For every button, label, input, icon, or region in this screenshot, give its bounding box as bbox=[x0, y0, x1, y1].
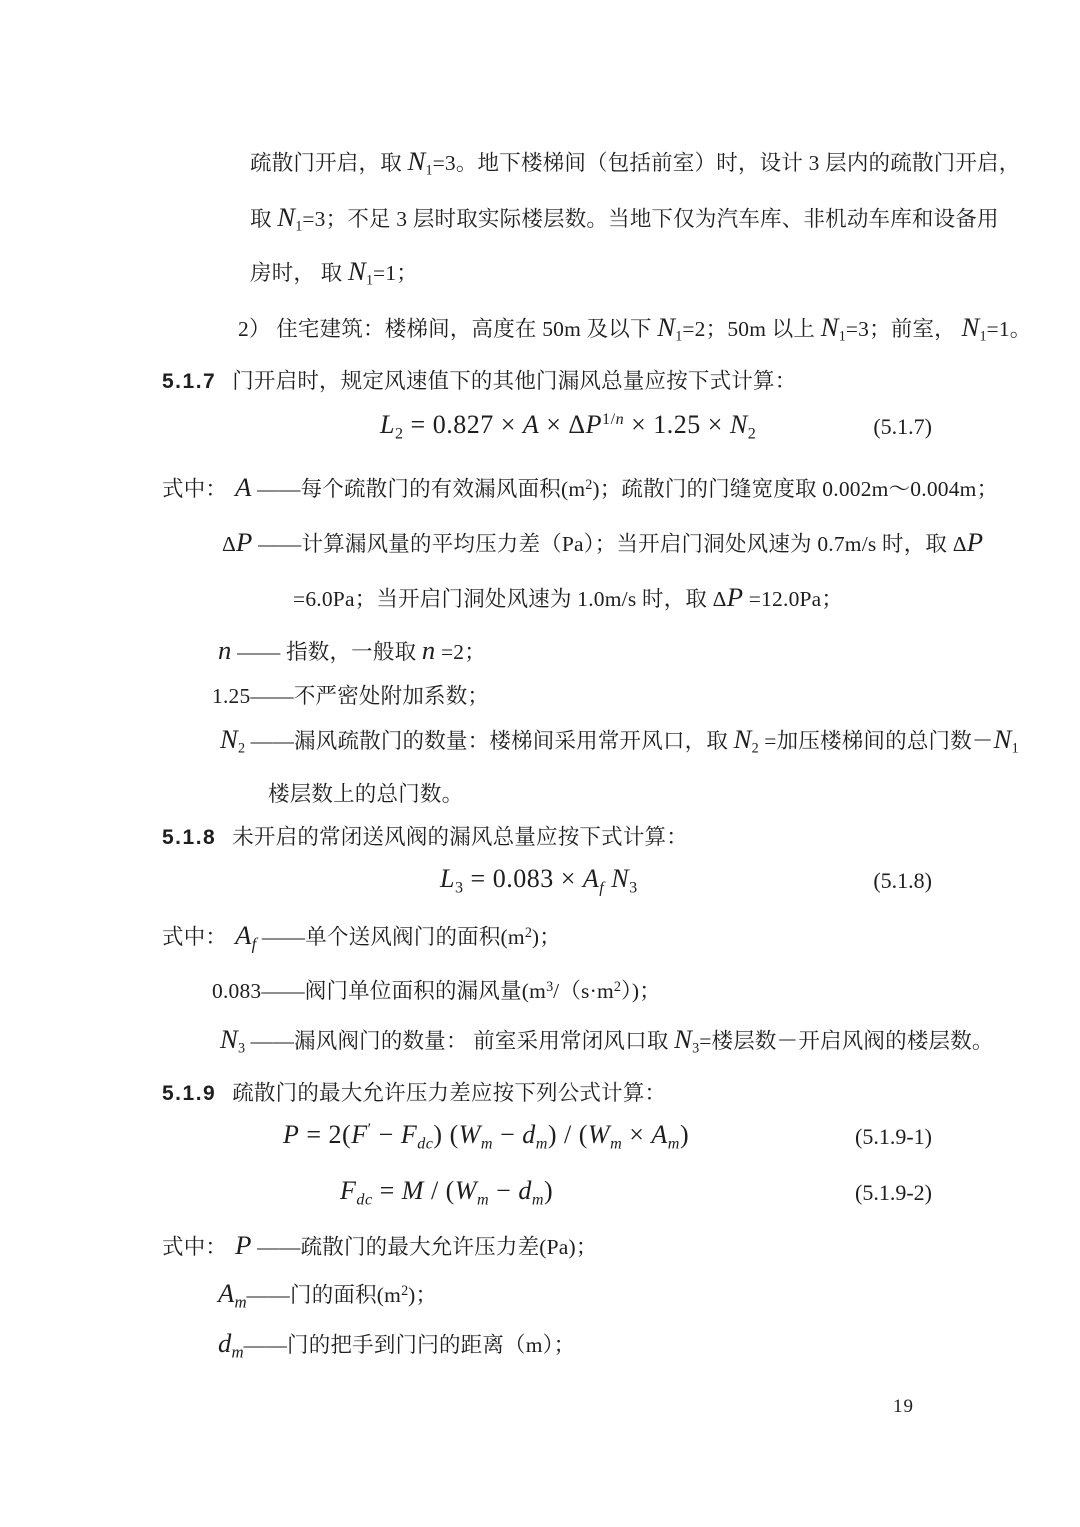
where-clause-5-1-8 bbox=[162, 922, 561, 957]
formula-5-1-7: $L_2 = 0.827 \times A \times \Delta P^{1/n} \times 1.25 \times N_2$ bbox=[380, 410, 757, 443]
section-heading-5-1-8 bbox=[162, 822, 688, 853]
formula-5-1-9-1: $P = 2(F' - F_{dc})$ $(W_m - d_m) / (W_m \times A_m)$ bbox=[283, 1120, 690, 1153]
definition-N2-line-2: 楼层数上的总门数。 bbox=[268, 782, 464, 806]
formula-row-5-1-8 bbox=[0, 864, 1080, 912]
section-heading-5-1-9 bbox=[162, 1078, 666, 1109]
section-title: 未开启的常闭送风阀的漏风总量应按下式计算： bbox=[232, 825, 688, 849]
definition-Af: $A_f$ ——单个送风阀门的面积$(m^2)$； bbox=[235, 920, 561, 954]
formula-5-1-8: $L_3 = 0.083 \times A_f$ $N_3$ bbox=[440, 864, 638, 897]
definition-deltaP-line-2: =6.0Pa；当开启门洞处风速为 1.0m/s 时，取 ΔP =12.0Pa； bbox=[293, 582, 844, 612]
section-number: 5.1.7 bbox=[162, 370, 217, 393]
paragraph-line-1: 疏散门开启，取 $N_1=3$。地下楼梯间（包括前室）时，设计 3 层内的疏散门开启， bbox=[250, 146, 1021, 179]
definition-A: A ——每个疏散门的有效漏风面积$(m^2)$；疏散门的门缝宽度取 0.002m～0.004m； bbox=[235, 472, 999, 502]
where-clause-5-1-9 bbox=[162, 1232, 598, 1263]
equation-label-5-1-9-1: (5.1.9-1) bbox=[855, 1124, 932, 1149]
definition-N2-line-1: $N_2$ ——漏风疏散门的数量：楼梯间采用常开风口，取 $N_2$ =加压楼梯间的总门数$-N_1$ bbox=[220, 724, 1019, 757]
formula-row-5-1-7 bbox=[0, 410, 1080, 458]
paragraph-line-2: 取 $N_1=3$；不足 3 层时取实际楼层数。当地下仅为汽车库、非机动车库和设备用 bbox=[250, 202, 999, 235]
where-label: 式中： bbox=[162, 1235, 228, 1259]
definition-n: n —— 指数，一般取 n =2； bbox=[218, 635, 486, 665]
paragraph-line-3: 房时， 取 $N_1=1$； bbox=[250, 256, 419, 289]
definition-Am: $A_m——$门的面积$(m^2)$； bbox=[218, 1278, 438, 1312]
section-heading-5-1-7 bbox=[162, 366, 796, 397]
definition-N3: $N_3$ ——漏风阀门的数量： 前室采用常闭风口取 $N_3=$楼层数－开启风阀的楼层数。 bbox=[220, 1024, 994, 1057]
where-clause-5-1-7 bbox=[162, 474, 998, 505]
list-item-2: 2） 住宅建筑：楼梯间，高度在 50m 及以下 $N_1=2$；50m 以上 $N_1=3$；前室， $N_1=1$。 bbox=[238, 312, 1032, 345]
section-number: 5.1.8 bbox=[162, 826, 217, 849]
section-title: 门开启时，规定风速值下的其他门漏风总量应按下式计算： bbox=[232, 369, 797, 393]
equation-label-5-1-9-2: (5.1.9-2) bbox=[855, 1180, 932, 1205]
definition-1-25: 1.25——不严密处附加系数； bbox=[212, 684, 490, 708]
formula-row-5-1-9-2 bbox=[0, 1176, 1080, 1224]
where-label: 式中： bbox=[162, 925, 228, 949]
definition-deltaP-line-1: ΔP ——计算漏风量的平均压力差（Pa）；当开启门洞处风速为 0.7m/s 时，取 ΔP bbox=[222, 527, 984, 557]
equation-label-5-1-8: (5.1.8) bbox=[873, 868, 932, 893]
where-label: 式中： bbox=[162, 477, 228, 501]
section-number: 5.1.9 bbox=[162, 1082, 217, 1105]
equation-label-5-1-7: (5.1.7) bbox=[873, 414, 932, 439]
definition-P: P ——疏散门的最大允许压力差(Pa)； bbox=[235, 1230, 598, 1260]
section-title: 疏散门的最大允许压力差应按下列公式计算： bbox=[232, 1081, 667, 1105]
formula-5-1-9-2: $F_{dc} = M / (W_m - d_m)$ bbox=[340, 1176, 554, 1209]
definition-0-083: 0.083——阀门单位面积的漏风量$(m^3/(s\cdot m^2))$； bbox=[212, 978, 661, 1003]
page-number: 19 bbox=[893, 1396, 914, 1417]
definition-dm: $d_m——$门的把手到门闩的距离（m）； bbox=[218, 1328, 576, 1362]
formula-row-5-1-9-1 bbox=[0, 1120, 1080, 1168]
